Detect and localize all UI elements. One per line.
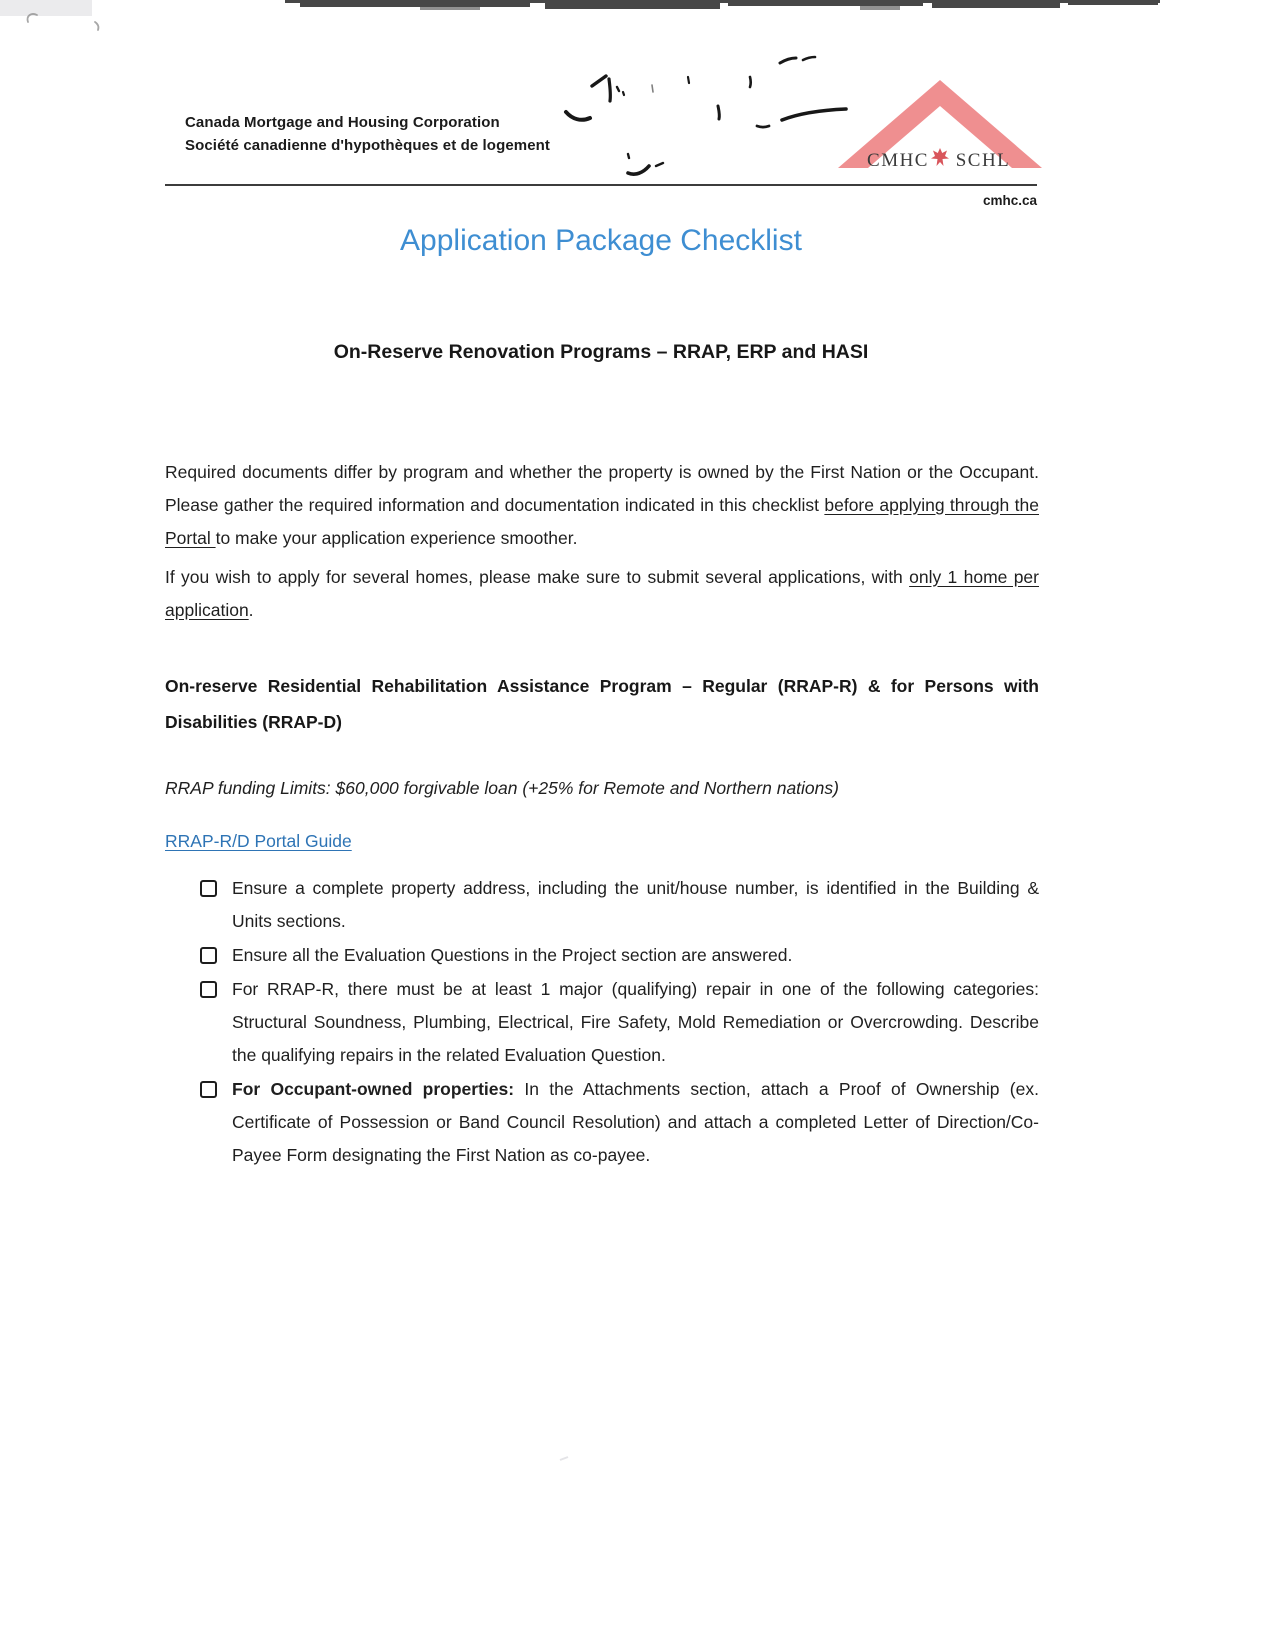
page-title: Application Package Checklist [400,224,802,257]
p2-text-end: . [248,599,254,620]
checkbox-icon[interactable] [200,981,217,998]
checklist-item-text: Ensure all the Evaluation Questions in the Project section are answered. [232,945,793,965]
logo-text-schl: SCHL [955,150,1011,170]
logo-text-cmhc: CMHC [867,150,929,170]
checklist-item [165,1073,1039,1172]
scanner-corner-smudge [0,0,92,16]
corporate-name-block [185,112,550,157]
checklist-item [165,872,1039,938]
maple-leaf-icon [931,148,949,166]
checklist-item-text: For RRAP-R, there must be at least 1 major (qualifying) repair in one of the following categories: Structural Soundness, Plumbing, Electrical, Fire Safety, Mold Remediation or Overcrowding. Describe the qualifying repairs in the related Evaluation Question. [232,979,1039,1065]
portal-guide-link[interactable]: RRAP-R/D Portal Guide [165,831,352,851]
checklist-item [165,939,1039,972]
page-subtitle: On-Reserve Renovation Programs – RRAP, ERP and HASI [333,341,869,363]
checklist-item [165,973,1039,1072]
scanner-edge-strip [285,0,1160,10]
checkbox-icon[interactable] [200,880,217,897]
faint-pen-marks [28,14,99,30]
paper-smudge [560,1457,568,1460]
p1-underlined-text: before applying through the Portal [165,494,1039,548]
cmhc-roof-icon [836,70,1044,170]
pen-scribbles [566,57,846,174]
header-divider [165,184,1037,186]
org-name-english: Canada Mortgage and Housing Corporation [185,114,500,131]
intro-paragraph-2 [165,561,1039,627]
p2-underlined-text: only 1 home per application [165,566,1039,620]
checklist-item-text: Ensure a complete property address, including the unit/house number, is identified in the Building & Units sections. [232,878,1039,931]
funding-limits-note: RRAP funding Limits: $60,000 forgivable loan (+25% for Remote and Northern nations) [165,778,839,798]
p2-text: If you wish to apply for several homes, please make sure to submit several applications, with [165,566,910,587]
program-section-heading: On-reserve Residential Rehabilitation Assistance Program – Regular (RRAP-R) & for Persons with Disabilities (RRAP-D) [165,676,1039,732]
website-url: cmhc.ca [982,193,1037,208]
org-name-french: Société canadienne d'hypothèques et de logement [185,136,551,154]
checklist-item-lead: For Occupant-owned properties: [232,1079,515,1099]
p1-text-end: to make your application experience smoother. [215,527,578,548]
intro-paragraph-1 [165,456,1039,555]
checkbox-icon[interactable] [200,1081,217,1098]
checklist-item-text: In the Attachments section, attach a Proof of Ownership (ex. Certificate of Possession or Band Council Resolution) and attach a completed Letter of Direction/Co-Payee Form designating the First Nation as co-payee. [232,1079,1039,1165]
p1-text: Required documents differ by program and whether the property is owned by the First Nation or the Occupant. Please gather the required information and documentation indicated in this checklist [165,461,1039,515]
checkbox-icon[interactable] [200,947,217,964]
application-checklist [165,872,1039,1173]
cmhc-logo [836,70,1044,175]
